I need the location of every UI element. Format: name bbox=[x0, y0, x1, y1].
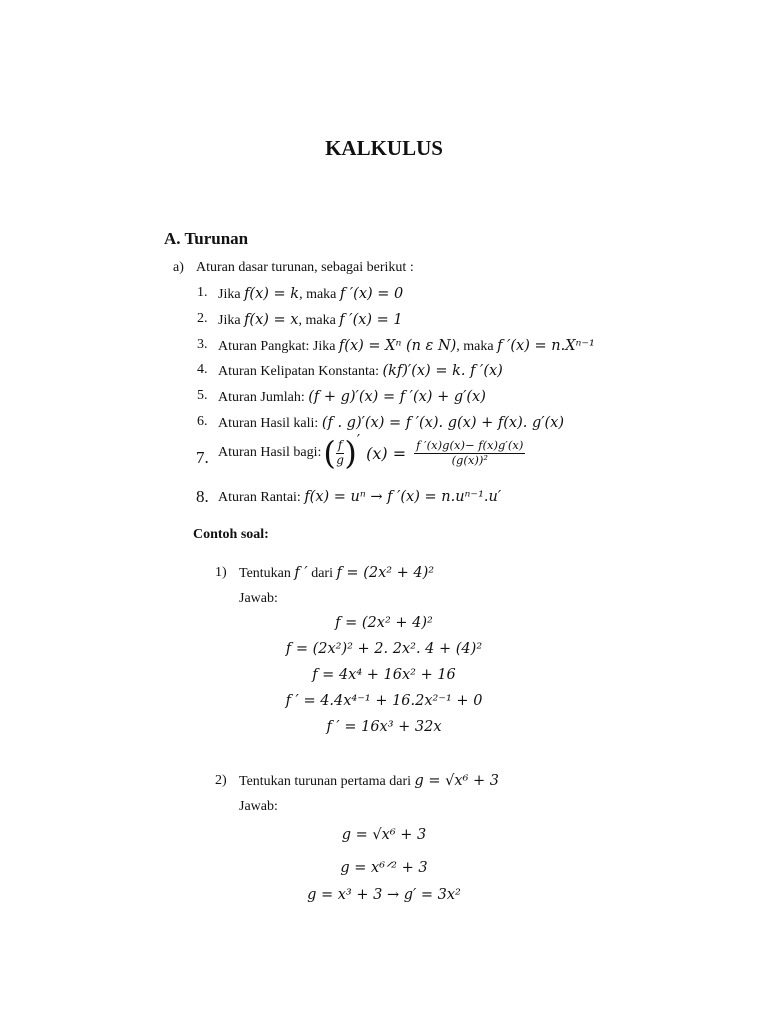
rule-number: 2. bbox=[197, 311, 208, 326]
f-over-g: $\frac{f}{g}$ bbox=[336, 437, 344, 467]
rule-number: 1. bbox=[197, 285, 208, 300]
rule-8-number: 8. bbox=[196, 487, 209, 506]
quotient-fraction: $\frac{f '(x)g(x)- f(x)g'(x)}{\text{(g(x))²}}$ bbox=[416, 438, 524, 467]
intro-marker: a) bbox=[173, 260, 184, 275]
section-heading: A. Turunan bbox=[164, 229, 249, 248]
equation-line: f = (2x² + 4)² bbox=[335, 615, 433, 631]
equation-line: g = √x⁶ + 3 bbox=[341, 827, 427, 843]
q2-marker: 2) bbox=[215, 773, 227, 788]
rule-number: 5. bbox=[197, 388, 208, 403]
rule-item: Aturan Kelipatan Konstanta: (kf)′(x) = k. f ′(x) bbox=[218, 363, 503, 379]
q1-marker: 1) bbox=[215, 565, 227, 580]
rule-item: Jika f(x) = x, maka f ′(x) = 1 bbox=[218, 312, 403, 328]
rule-item: Aturan Hasil kali: (f . g)′(x) = f ′(x). g(x) + f(x). g′(x) bbox=[218, 415, 565, 431]
rule-number: 3. bbox=[197, 337, 208, 352]
rule-number: 4. bbox=[197, 362, 208, 377]
q1-jawab: Jawab: bbox=[239, 591, 278, 606]
equation-line: f ′ = 4.4x⁴⁻¹ + 16.2x²⁻¹ + 0 bbox=[285, 693, 483, 709]
rule-item: Jika f(x) = k, maka f ′(x) = 0 bbox=[218, 286, 404, 302]
equation-line: g = x³ + 3 → g′ = 3x² bbox=[307, 887, 461, 903]
rule-7-number: 7. bbox=[196, 448, 209, 467]
contoh-heading: Contoh soal: bbox=[193, 527, 269, 542]
page-title: KALKULUS bbox=[325, 136, 443, 160]
equation-line: f = (2x²)² + 2. 2x². 4 + (4)² bbox=[285, 641, 483, 657]
q2-jawab: Jawab: bbox=[239, 799, 278, 814]
rule-8: Aturan Rantai: f(x) = uⁿ → f ′(x) = n.uⁿ⁻¹.u′ bbox=[218, 489, 502, 505]
rule-item: Aturan Pangkat: Jika f(x) = Xⁿ (n ε N), maka f ′(x) = n.Xⁿ⁻¹ bbox=[218, 338, 595, 354]
rule-7: Aturan Hasil bagi: ( $\frac{f}{g}$ ) ′ (x) = $\frac{f '(x)g(x)- f(x)g'(x)}{\text{(g(x))²}}$ bbox=[218, 433, 524, 472]
equation-line: g = x⁶ᐟ² + 3 bbox=[340, 860, 428, 876]
q2-text: Tentukan turunan pertama dari g = √x⁶ + 3 bbox=[239, 773, 499, 789]
q1-text: Tentukan f ′ dari f = (2x² + 4)² bbox=[239, 565, 435, 581]
intro-text: Aturan dasar turunan, sebagai berikut : bbox=[196, 260, 414, 275]
equation-line: f = 4x⁴ + 16x² + 16 bbox=[312, 667, 456, 683]
rule-item: Aturan Jumlah: (f + g)′(x) = f ′(x) + g′(x) bbox=[218, 389, 486, 405]
equation-line: f ′ = 16x³ + 32x bbox=[326, 719, 442, 735]
rule-number: 6. bbox=[197, 414, 208, 429]
rule-7-label: Aturan Hasil bagi: bbox=[218, 445, 322, 460]
